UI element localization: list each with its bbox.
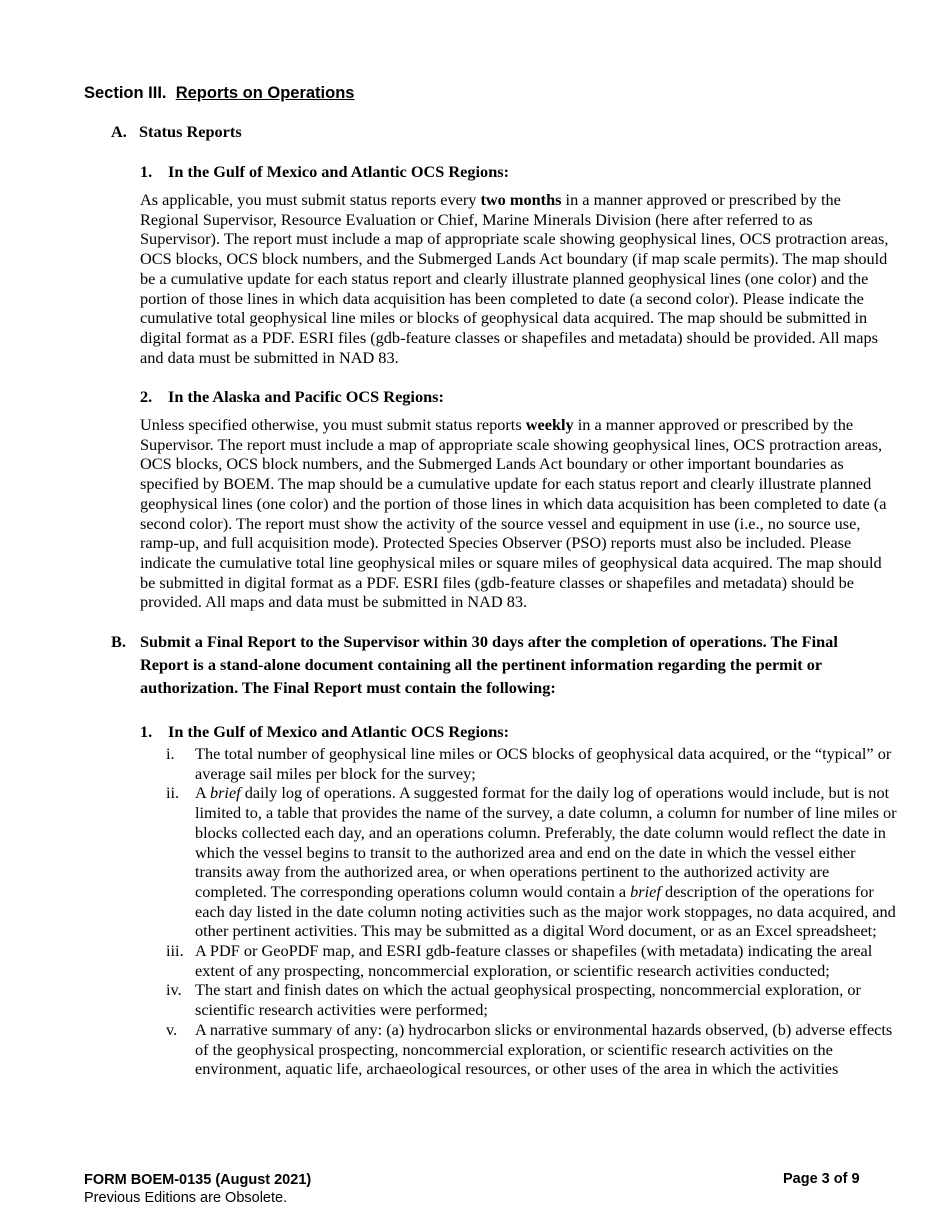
paragraph-a1	[140, 190, 892, 367]
paragraph-a1-emphasis: two months	[480, 190, 562, 209]
heading-b1-title: In the Gulf of Mexico and Atlantic OCS Regions:	[168, 722, 510, 741]
heading-a2-number: 2.	[140, 387, 153, 406]
obsolete-notice: Previous Editions are Obsolete.	[84, 1190, 288, 1206]
heading-a2	[140, 387, 444, 407]
list-item-numeral: i.	[166, 744, 175, 763]
list-item-numeral: ii.	[166, 783, 180, 803]
heading-a1-number: 1.	[140, 162, 153, 181]
form-number: FORM BOEM-0135 (August 2021)	[84, 1172, 312, 1188]
list-item	[166, 783, 901, 941]
heading-a-title: Status Reports	[139, 122, 242, 141]
section-title: Reports on Operations	[175, 84, 355, 102]
list-item-text-part: A	[195, 783, 210, 803]
list-item-text-part: description of the operations for each day listed in the date column noting activities such as the major work stoppages, no data acquired, and other pertinent activities. This may be submitted as a digital Word document, or as an Excel spreadsheet;	[195, 881, 896, 941]
list-item-text: A narrative summary of any: (a) hydrocarbon slicks or environmental hazards observed, (b) adverse effects of the geophysical prospecting, noncommercial exploration, or scientific research activities on the environment, aquatic life, archaeological resources, or other uses of the area in which the activities	[195, 1019, 893, 1079]
paragraph-a2-emphasis: weekly	[525, 415, 574, 434]
list-item-text: A PDF or GeoPDF map, and ESRI gdb-feature classes or shapefiles (with metadata) indicating the areal extent of any prospecting, noncommercial exploration, or scientific research activities conducted;	[195, 941, 873, 980]
page-number: Page 3 of 9	[783, 1171, 860, 1187]
heading-a2-title: In the Alaska and Pacific OCS Regions:	[168, 387, 444, 406]
list-item	[166, 941, 901, 980]
paragraph-a2-text-before: Unless specified otherwise, you must submit status reports	[140, 415, 526, 434]
paragraph-a1-text-after: in a manner approved or prescribed by the Regional Supervisor, Resource Evaluation or Chief, Marine Minerals Division (here after referred to as Supervisor). The report must include a map of appropriate scale showing geophysical lines, OCS protraction areas, OCS blocks, OCS block numbers, and the Submerged Lands Act boundary (if map scale permits). The map should be a cumulative update for each status report and clearly illustrate planned geophysical lines (one color) and the portion of those lines in which data acquisition has been completed to date (a second color). Please indicate the cumulative total geophysical line miles or blocks of geophysical data acquired. The map should be submitted in digital format as a PDF. ESRI files (gdb-feature classes or shapefiles and metadata) should be provided. All maps and data must be submitted in NAD 83.	[140, 190, 889, 367]
list-item-emphasis: brief	[209, 783, 241, 803]
list-item-text-part: daily log of operations. A suggested format for the daily log of operations would include, but is not limited to, a table that provides the name of the survey, a date column, a column for number of line miles or blocks collected each day, and an operations column. Preferably, the date column would reflect the date in which the vessel begins to transit to the authorized area and end on the date in which the vessel either transits away from the authorized area, or when operations pertinent to the authorized activity are completed. The corresponding operations column would contain a	[195, 783, 897, 901]
heading-a	[111, 122, 242, 142]
list-item-numeral: v.	[166, 1019, 178, 1039]
list-item	[166, 1020, 901, 1079]
heading-a1-title: In the Gulf of Mexico and Atlantic OCS Regions:	[168, 162, 510, 181]
heading-a-letter: A.	[111, 122, 127, 141]
paragraph-a1-text-before: As applicable, you must submit status reports every	[140, 190, 481, 209]
heading-b	[111, 630, 901, 699]
heading-b-text: Submit a Final Report to the Supervisor within 30 days after the completion of operations. The Final Report is a stand-alone document containing all the pertinent information regarding the permit or authorization. The Final Report must contain the following:	[140, 632, 838, 697]
list-item-text: The total number of geophysical line miles or OCS blocks of geophysical data acquired, or the “typical” or average sail miles per block for the survey;	[195, 744, 892, 783]
list-item-text	[195, 783, 897, 940]
section-prefix: Section III.	[84, 84, 167, 102]
heading-a1	[140, 162, 509, 182]
list-item-numeral: iv.	[166, 980, 182, 1000]
list-item-text: The start and finish dates on which the actual geophysical prospecting, noncommercial exploration, or scientific research activities were performed;	[195, 980, 861, 1020]
list-item-numeral: iii.	[166, 941, 184, 961]
heading-b-letter: B.	[111, 632, 126, 651]
heading-b1-number: 1.	[140, 722, 153, 741]
list-item	[166, 980, 901, 1019]
heading-b1	[140, 722, 509, 742]
list-item-emphasis: brief	[630, 881, 661, 901]
list-item	[166, 744, 901, 783]
paragraph-a2-text-after: in a manner approved or prescribed by the Supervisor. The report must include a map of appropriate scale showing geophysical lines, OCS protraction areas, OCS blocks, OCS block numbers, and the Submerged Lands Act boundary or other important boundaries as specified by BOEM. The map should be a cumulative update for each status report and clearly illustrate planned geophysical lines (one color) and the portion of those lines in which data acquisition has been completed to date (a second color). The report must show the activity of the source vessel and equipment in use (i.e., no source use, ramp-up, and full acquisition mode). Protected Species Observer (PSO) reports must also be included. Please indicate the cumulative total line geophysical miles or square miles of geophysical data acquired. The map should be submitted in digital format as a PDF. ESRI files (gdb-feature classes or shapefiles and metadata) should be provided. All maps and data must be submitted in NAD 83.	[140, 415, 887, 612]
final-report-list	[166, 744, 901, 1079]
paragraph-a2	[140, 415, 892, 612]
footer-left	[84, 1171, 311, 1207]
section-heading	[84, 84, 354, 103]
